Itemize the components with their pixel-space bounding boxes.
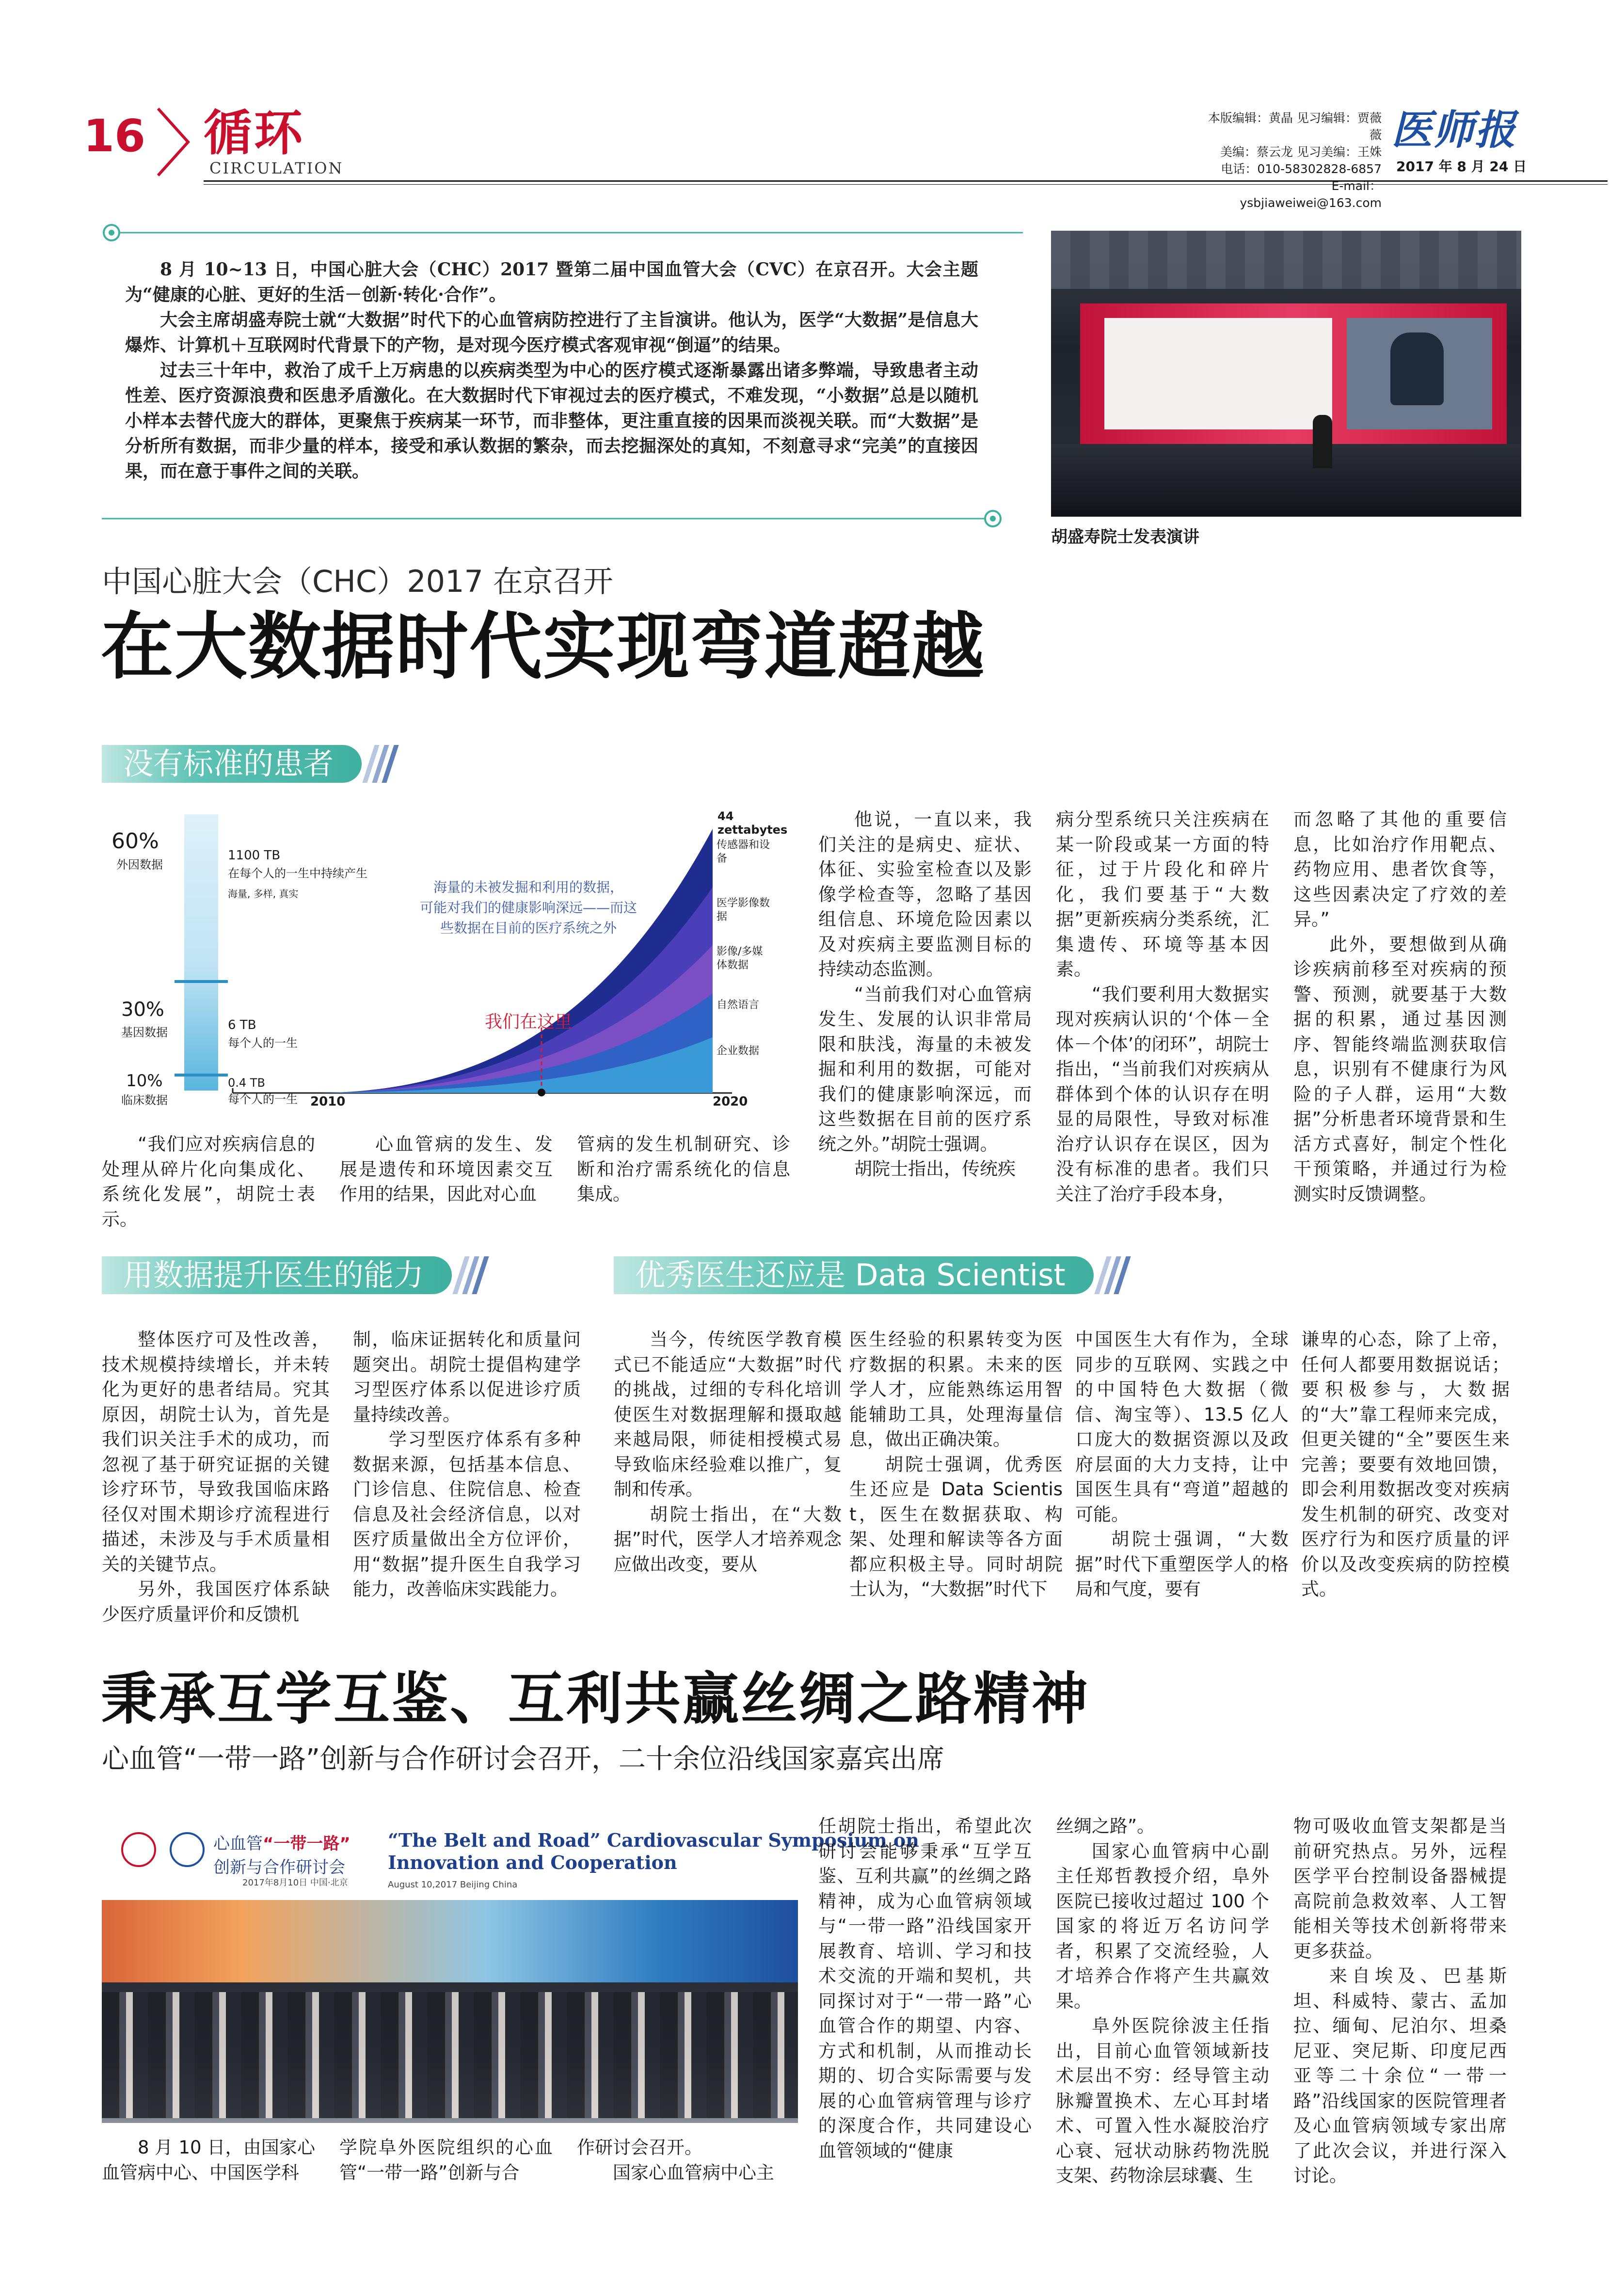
year-end: 2020	[713, 1094, 748, 1109]
paragraph: 病分型系统只关注疾病在某一阶段或某一方面的特征，过于片段化和碎片化，我们要基于“大数据”更新疾病分类系统，汇集遗传、环境等基本因素。	[1056, 809, 1269, 980]
band-label-medical-imaging: 医学影像数据	[717, 897, 770, 923]
tb-top: 1100 TB	[228, 848, 281, 863]
paragraph: 丝绸之路”。	[1056, 1816, 1155, 1837]
paragraph: “我们要利用大数据实现对疾病认识的‘个体－全体－个体’的闭环”，胡院士指出，“当前我们对疾病从群体到个体的认识存在明显的局限性，导致对标准治疗认识存在误区，因为没有标准的患者。我们只关注了治疗手段本身，	[1056, 983, 1269, 1204]
paragraph: 此外，要想做到从确诊疾病前移至对疾病的预警、预测，就要基于大数据的积累，通过基因测序、智能终端监测获取信息，识别有不健康行为风险的子人群，运用“大数据”分析患者环境背景和生活方式喜好，制定个性化干预策略，并通过行为检测实时反馈调整。	[1293, 934, 1507, 1204]
article1-column-i	[614, 1327, 842, 1577]
article2-column-o	[577, 2135, 790, 2185]
section-tab-data-scientist	[614, 1253, 1125, 1298]
article1-column-h	[353, 1327, 581, 1602]
article1-column-a	[818, 807, 1032, 1182]
paragraph: “当前我们对心血管病发生、发展的认识非常局限和肤浅，海量的未被发掘和利用的数据，可能对我们的健康影响深远，而这些数据在目前的医疗系统之外。”胡院士强调。	[818, 983, 1032, 1155]
credits-design: 美编：蔡云龙 见习美编：王姝	[1220, 145, 1382, 159]
section-stripes	[459, 1256, 483, 1294]
data-growth-infographic	[102, 800, 788, 1110]
paragraph: 谦卑的心态，除了上帝，任何人都要用数据说话；要积极参与，大数据的“大”靠工程师来完成，但更关键的“全”要医生来完善；要要有效地回馈，即会利用数据改变对疾病发生机制的研究、改变对医疗行为和医疗质量的评价以及改变疾病的防控模式。	[1301, 1329, 1510, 1599]
credits-editors: 本版编辑：黄晶 见习编辑：贾薇薇	[1208, 111, 1382, 142]
banner-en-line1: “The Belt and Road” Cardiovascular Symposium on	[388, 1829, 919, 1851]
intro-paragraph-3: 过去三十年中，救治了成千上万病患的以疾病类型为中心的医疗模式逐渐暴露出诸多弊端，导致患者主动性差、医疗资源浪费和医患矛盾激化。在大数据时代下审视过去的医疗模式，不难发现，“小数据”总是以随机小样本去替代庞大的群体，更聚焦于疾病某一环节，而非整体，更注重直接的因果而淡视关联。而“大数据”是分析所有数据，而非少量的样本，接受和承认数据的繁杂，而去挖掘深处的真知，不刻意寻求“完美”的直接因果，而在意于事件之间的关联。	[125, 360, 978, 481]
intro-paragraph-1: 8 月 10~13 日，中国心脏大会（CHC）2017 暨第二届中国血管大会（CVC）在京召开。大会主题为“健康的心脏、更好的生活－创新·转化·合作”。	[125, 259, 978, 305]
paragraph: 学院阜外医院组织的心血管“一带一路”创新与合	[339, 2137, 553, 2183]
speaker-photo	[1051, 231, 1521, 517]
article1-column-k	[1075, 1327, 1289, 1602]
infographic-quote	[402, 877, 654, 938]
paragraph: 学习型医疗体系有多种数据来源，包括基本信息、门诊信息、住院信息、检查信息及社会经济信息，以对医疗质量做出全方位评价，用“数据”提升医生自我学习能力，改善临床实践能力。	[353, 1429, 581, 1599]
pct-bot-label: 临床数据	[121, 1093, 168, 1107]
intro-paragraph-2: 大会主席胡盛寿院士就“大数据”时代下的心血管病防控进行了主旨演讲。他认为，医学“大数据”是信息大爆炸、计算机＋互联网时代背景下的产物，是对现今医疗模式客观审视“倒逼”的结果。	[125, 310, 978, 355]
paragraph: 中国医生大有作为，全球同步的互联网、实践之中的中国特色大数据（微信、淘宝等）、13.5 亿人口庞大的数据资源以及政府层面的大力支持，让中国医生具有“弯道”超越的可能。	[1075, 1329, 1289, 1525]
band-label-multimedia: 影像/多媒体数据	[717, 946, 763, 971]
intro-frame-bottom	[102, 509, 1004, 528]
section-tab-data-ability	[102, 1253, 483, 1298]
paragraph: 阜外医院徐波主任指出，目前心血管领域新技术层出不穷：经导管主动脉瓣置换术、左心耳封堵术、可置入性水凝胶治疗心衰、冠状动脉药物洗脱支架、药物涂层球囊、生	[1056, 2015, 1269, 2186]
tb-bot-sub: 每个人的一生	[228, 1093, 298, 1106]
paragraph: 而忽略了其他的重要信息，比如治疗作用靶点、药物应用、患者饮食等，这些因素决定了疗效的差异。”	[1293, 809, 1507, 930]
paragraph: 整体医疗可及性改善，技术规模持续增长，并未转化为更好的患者结局。究其原因，胡院士认为，首先是我们识关注手术的成功，而忽视了基于研究证据的关键诊疗环节，导致我国临床路径仅对围术期诊疗流程进行描述，未涉及与手术质量相关的关键节点。	[102, 1329, 330, 1575]
tb-top-sub2: 海量, 多样, 真实	[228, 888, 299, 900]
banner-cn-part2: 创新与合作研讨会	[213, 1858, 345, 1877]
here-label: 我们在这里	[485, 1012, 573, 1032]
tb-mid-sub: 每个人的一生	[228, 1036, 298, 1050]
speaker-photo-caption: 胡盛寿院士发表演讲	[1051, 527, 1199, 547]
section-stripes	[1100, 1256, 1125, 1294]
article2-headline: 秉承互学互鉴、互利共赢丝绸之路精神	[101, 1666, 1090, 1732]
article2-column-m	[102, 2135, 315, 2185]
article1-headline: 在大数据时代实现弯道超越	[101, 605, 986, 689]
header-rule-thin	[204, 184, 1608, 185]
paragraph: 来自埃及、巴基斯坦、科威特、蒙古、孟加拉、缅甸、尼泊尔、坦桑尼亚、突尼斯、印度尼西亚等二十余位“一带一路”沿线国家的医院管理者及心血管病领域专家出席了此次会议，并进行深入讨论。	[1293, 1965, 1507, 2186]
intro-frame-top	[102, 223, 1023, 242]
paragraph: 他说，一直以来，我们关注的是病史、症状、体征、实验室检查以及影像学检查等，忽略了基因组信息、环境危险因素以及对疾病主要监测目标的持续动态监测。	[818, 809, 1032, 980]
article1-column-j	[849, 1327, 1063, 1602]
article2-column-r	[1293, 1814, 1507, 2188]
pct-mid-label: 基因数据	[121, 1026, 168, 1039]
tb-bot: 0.4 TB	[228, 1076, 265, 1090]
article1-column-f	[577, 1132, 790, 1207]
paragraph: 胡院士强调，“大数据”时代下重塑医学人的格局和气度，要有	[1075, 1529, 1289, 1599]
paragraph: 心血管病的发生、发展是遗传和环境因素交互作用的结果，因此对心血	[339, 1134, 553, 1204]
paragraph: 胡院士指出，在“大数据”时代，医学人才培养观念应做出改变，要从	[614, 1504, 842, 1575]
issue-date: 2017 年 8 月 24 日	[1396, 158, 1527, 174]
article1-column-c	[1293, 807, 1507, 1206]
article1-column-g	[102, 1327, 330, 1627]
group-photo	[102, 1818, 919, 2123]
paragraph: 管病的发生机制研究、诊断和治疗需系统化的信息集成。	[577, 1134, 790, 1204]
article1-kicker: 中国心脏大会（CHC）2017 在京召开	[102, 564, 613, 599]
credits-phone: 电话：010-58302828-6857	[1221, 162, 1382, 176]
paragraph: 物可吸收血管支架都是当前研究热点。另外，远程医学平台控制设备器械提高院前急救效率、人工智能相关等技术创新将带来更多获益。	[1293, 1816, 1507, 1962]
quote-line-1: 海量的未被发掘和利用的数据，	[433, 879, 623, 895]
paragraph: 另外，我国医疗体系缺少医疗质量评价和反馈机	[102, 1579, 330, 1625]
pct-top-label: 外因数据	[116, 858, 163, 871]
intro-text	[125, 257, 978, 484]
paragraph: 国家心血管病中心主	[613, 2162, 774, 2183]
quote-line-3: 些数据在目前的医疗系统之外	[440, 920, 617, 936]
header-rule	[204, 180, 1608, 182]
page-number: 16	[83, 110, 146, 162]
zettabytes: 44 zettabytes	[717, 809, 788, 837]
paragraph: 医生经验的积累转变为医疗数据的积累。未来的医学人才，应能熟练运用智能辅助工具，处理海量信息，做出正确决策。	[849, 1329, 1063, 1450]
article1-column-e	[339, 1132, 553, 1207]
paragraph: 任胡院士指出，希望此次研讨会能够秉承“互学互鉴、互利共赢”的丝绸之路精神，成为心血管病领域与“一带一路”沿线国家开展教育、培训、学习和技术交流的开端和契机，共同探讨对于“一带一路”心血管合作的期望、内容、方式和机制，从而推动长期的、切合实际需要与发展的心血管病管理与诊疗的深度合作，共同建设心血管领域的“健康	[818, 1816, 1032, 2161]
banner-en-line2: Innovation and Cooperation	[388, 1852, 677, 1873]
pct-mid: 30%	[121, 998, 164, 1021]
masthead-logo: 医师报	[1391, 106, 1517, 154]
section-tab-no-standard-patient	[102, 742, 393, 786]
article2-column-n	[339, 2135, 553, 2185]
banner-date-en: August 10,2017 Beijing China	[388, 1880, 518, 1890]
paragraph: “我们应对疾病信息的处理从碎片化向集成化、系统化发展”，胡院士表示。	[102, 1134, 315, 1230]
year-start: 2010	[310, 1094, 346, 1109]
paragraph: 胡院士强调，优秀医生还应是 Data Scientist，医生在数据获取、构架、处理和解读等各方面都应积极主导。同时胡院士认为，“大数据”时代下	[849, 1454, 1063, 1599]
paragraph: 作研讨会召开。	[577, 2137, 702, 2158]
credits	[1197, 110, 1382, 211]
article1-column-l	[1301, 1327, 1510, 1602]
tb-top-sub: 在每个人的一生中持续产生	[228, 867, 367, 880]
paragraph: 当今，传统医学教育模式已不能适应“大数据”时代的挑战，过细的专科化培训使医生对数据理解和摄取越来越局限，师徒相授模式易导致临床经验难以推广，复制和传承。	[614, 1329, 842, 1500]
pct-top: 60%	[112, 829, 159, 854]
quote-line-2: 可能对我们的健康影响深远——而这	[419, 900, 637, 916]
paragraph: 国家心血管病中心副主任郑哲教授介绍，阜外医院已接收过超过 100 个国家的将近万名访问学者，积累了交流经验，人才培养合作将产生共赢效果。	[1056, 1840, 1269, 2011]
article2-column-q	[1056, 1814, 1269, 2188]
tb-mid: 6 TB	[228, 1018, 256, 1032]
section-title-3: 优秀医生还应是 Data Scientist	[614, 1256, 1094, 1294]
banner-title-cn	[213, 1830, 350, 1878]
banner-cn-part1: 心血管	[213, 1834, 263, 1853]
chevron-icon	[154, 106, 193, 178]
pct-bot: 10%	[126, 1071, 163, 1091]
banner-date-cn: 2017年8月10日 中国·北京	[242, 1878, 348, 1888]
article1-column-b	[1056, 807, 1269, 1206]
paragraph: 制，临床证据转化和质量问题突出。胡院士提倡构建学习型医疗体系以促进诊疗质量持续改善。	[353, 1329, 581, 1425]
paragraph: 8 月 10 日，由国家心血管病中心、中国医学科	[102, 2137, 315, 2183]
banner-cn-highlight: “一带一路”	[263, 1834, 350, 1853]
section-title-2: 用数据提升医生的能力	[102, 1256, 452, 1294]
article2-column-p	[818, 1814, 1032, 2163]
credits-email: E-mail：ysbjiaweiwei@163.com	[1240, 179, 1382, 210]
section-title-en: CIRCULATION	[209, 159, 344, 177]
section-title: 循环	[204, 105, 304, 161]
paragraph: 胡院士指出，传统疾	[854, 1158, 1016, 1179]
band-label-sensors: 传感器和设备	[717, 839, 770, 865]
band-label-natural-language: 自然语言	[717, 999, 760, 1011]
infographic-graphics	[102, 800, 781, 1110]
article1-column-d	[102, 1132, 315, 1232]
article2-subhead: 心血管“一带一路”创新与合作研讨会召开，二十余位沿线国家嘉宾出席	[102, 1743, 945, 1775]
section-stripes	[368, 745, 393, 783]
section-title-1: 没有标准的患者	[102, 745, 362, 783]
band-label-enterprise: 企业数据	[717, 1045, 760, 1057]
